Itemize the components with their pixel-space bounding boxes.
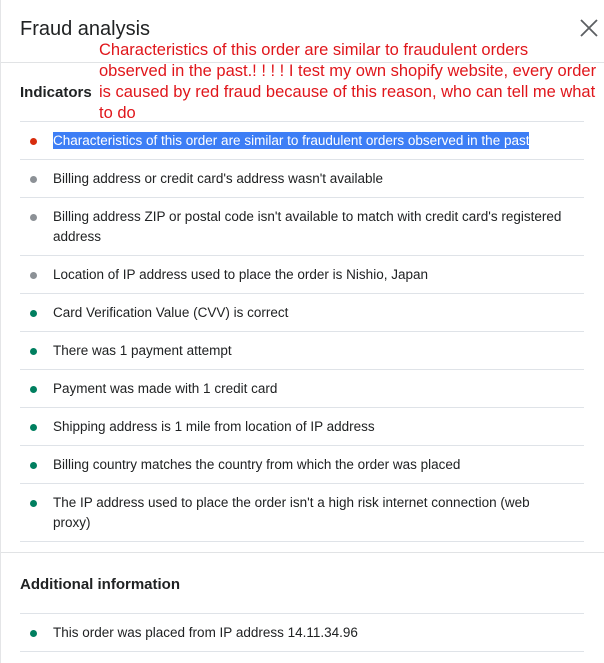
indicator-text: Payment was made with 1 credit card	[53, 381, 278, 396]
additional-info-heading: Additional information	[20, 576, 180, 593]
indicator-item	[20, 159, 584, 197]
indicator-text: Card Verification Value (CVV) is correct	[53, 305, 289, 320]
gray-status-dot-icon	[30, 214, 37, 221]
indicator-text: Billing country matches the country from which the order was placed	[53, 457, 461, 472]
indicator-text: Location of IP address used to place the order is Nishio, Japan	[53, 267, 428, 282]
indicator-item	[20, 483, 584, 542]
indicator-text: There was 1 payment attempt	[53, 343, 232, 358]
indicator-item	[20, 445, 584, 483]
green-status-dot-icon	[30, 348, 37, 355]
red-status-dot-icon	[30, 138, 37, 145]
green-status-dot-icon	[30, 462, 37, 469]
annotation-note: Characteristics of this order are similar to fraudulent orders observed in the past.! ! ! ! I test my own shopify website, every order is caused by red fraud because of this reason, who can tell me what to do	[99, 41, 597, 122]
section-divider	[1, 552, 604, 553]
indicators-list	[20, 121, 584, 542]
green-status-dot-icon	[30, 500, 37, 507]
green-status-dot-icon	[30, 310, 37, 317]
green-status-dot-icon	[30, 386, 37, 393]
indicator-item	[20, 293, 584, 331]
indicator-text: Billing address or credit card's address wasn't available	[53, 171, 384, 186]
indicator-text: This order was placed from IP address 14.11.34.96	[53, 625, 358, 640]
indicator-text: Shipping address is 1 mile from location of IP address	[53, 419, 375, 434]
close-button[interactable]	[577, 16, 601, 40]
close-icon[interactable]	[577, 16, 601, 40]
indicator-text: The IP address used to place the order isn't a high risk internet connection (web proxy)	[53, 495, 530, 530]
indicator-item	[20, 255, 584, 293]
modal-title: Fraud analysis	[20, 18, 151, 40]
indicator-item	[20, 121, 584, 159]
indicator-text: Characteristics of this order are similar to fraudulent orders observed in the past	[53, 133, 530, 148]
green-status-dot-icon	[30, 630, 37, 637]
gray-status-dot-icon	[30, 272, 37, 279]
indicators-heading: Indicators	[20, 84, 92, 101]
green-status-dot-icon	[30, 424, 37, 431]
indicator-item	[20, 613, 584, 652]
indicator-item	[20, 197, 584, 255]
gray-status-dot-icon	[30, 176, 37, 183]
indicator-item	[20, 331, 584, 369]
indicator-text: Billing address ZIP or postal code isn't available to match with credit card's registered address	[53, 209, 562, 244]
indicator-item	[20, 407, 584, 445]
additional-info-list	[20, 613, 584, 652]
indicator-item	[20, 369, 584, 407]
